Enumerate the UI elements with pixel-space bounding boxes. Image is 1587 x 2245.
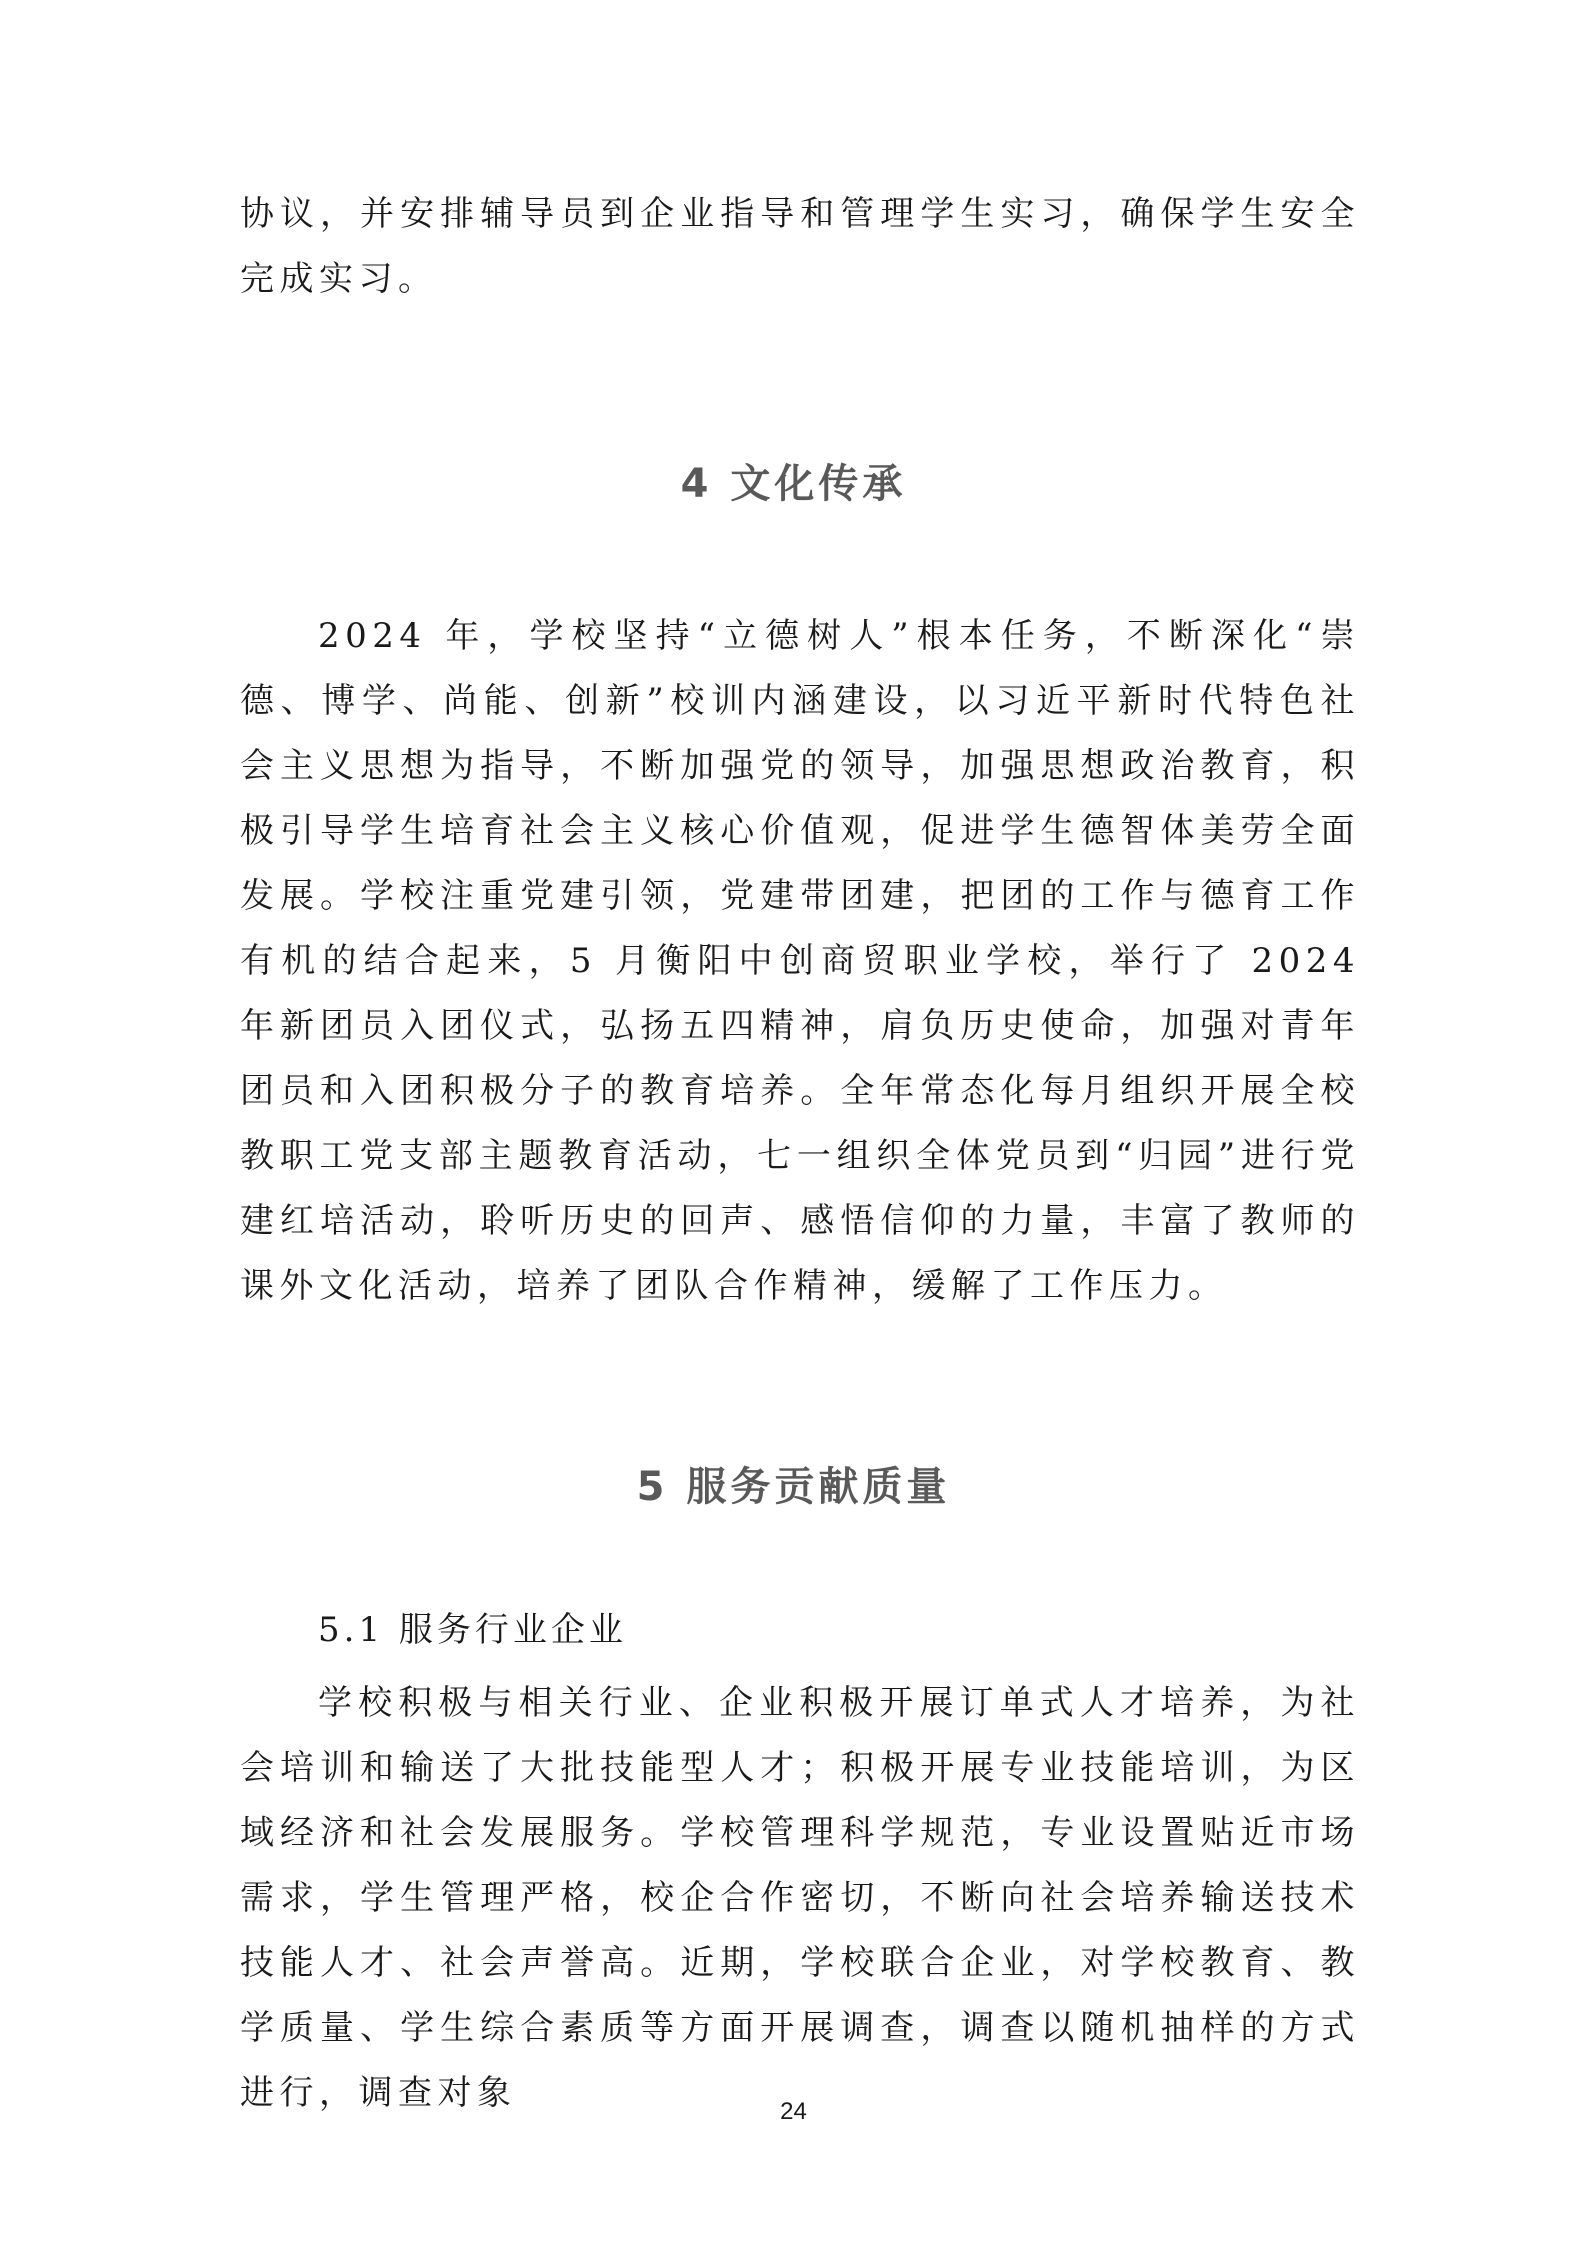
section-5-1-subheading: 5.1 服务行业企业 <box>318 1610 627 1650</box>
section-5-1-paragraph: 学校积极与相关行业、企业积极开展订单式人才培养，为社会培训和输送了大批技能型人才；积极开展专业技能培训，为区域经济和社会发展服务。学校管理科学规范，专业设置贴近市场需求，学生管理严格，校企合作密切，不断向社会培养输送技术技能人才、社会声誉高。近期，学校联合企业，对学校教育、教学质量、学生综合素质等方面开展调查，调查以随机抽样的方式进行，调查对象 <box>240 1683 1360 2113</box>
section-4-heading: 4 文化传承 <box>680 461 907 507</box>
continuation-paragraph: 协议，并安排辅导员到企业指导和管理学生实习，确保学生安全完成实习。 <box>240 194 1360 299</box>
section-4-paragraph: 2024 年，学校坚持“立德树人”根本任务，不断深化“崇德、博学、尚能、创新”校训内涵建设，以习近平新时代特色社会主义思想为指导，不断加强党的领导，加强思想政治教育，积极引导学生培育社会主义核心价值观，促进学生德智体美劳全面发展。学校注重党建引领，党建带团建，把团的工作与德育工作有机的结合起来，5 月衡阳中创商贸职业学校，举行了 2024 年新团员入团仪式，弘扬五四精神，肩负历史使命，加强对青年团员和入团积极分子的教育培养。全年常态化每月组织开展全校教职工党支部主题教育活动，七一组织全体党员到“归园”进行党建红培活动，聆听历史的回声、感悟信仰的力量，丰富了教师的课外文化活动，培养了团队合作精神，缓解了工作压力。 <box>240 616 1360 1306</box>
section-5-heading: 5 服务贡献质量 <box>636 1464 951 1510</box>
page-number: 24 <box>780 2098 807 2125</box>
